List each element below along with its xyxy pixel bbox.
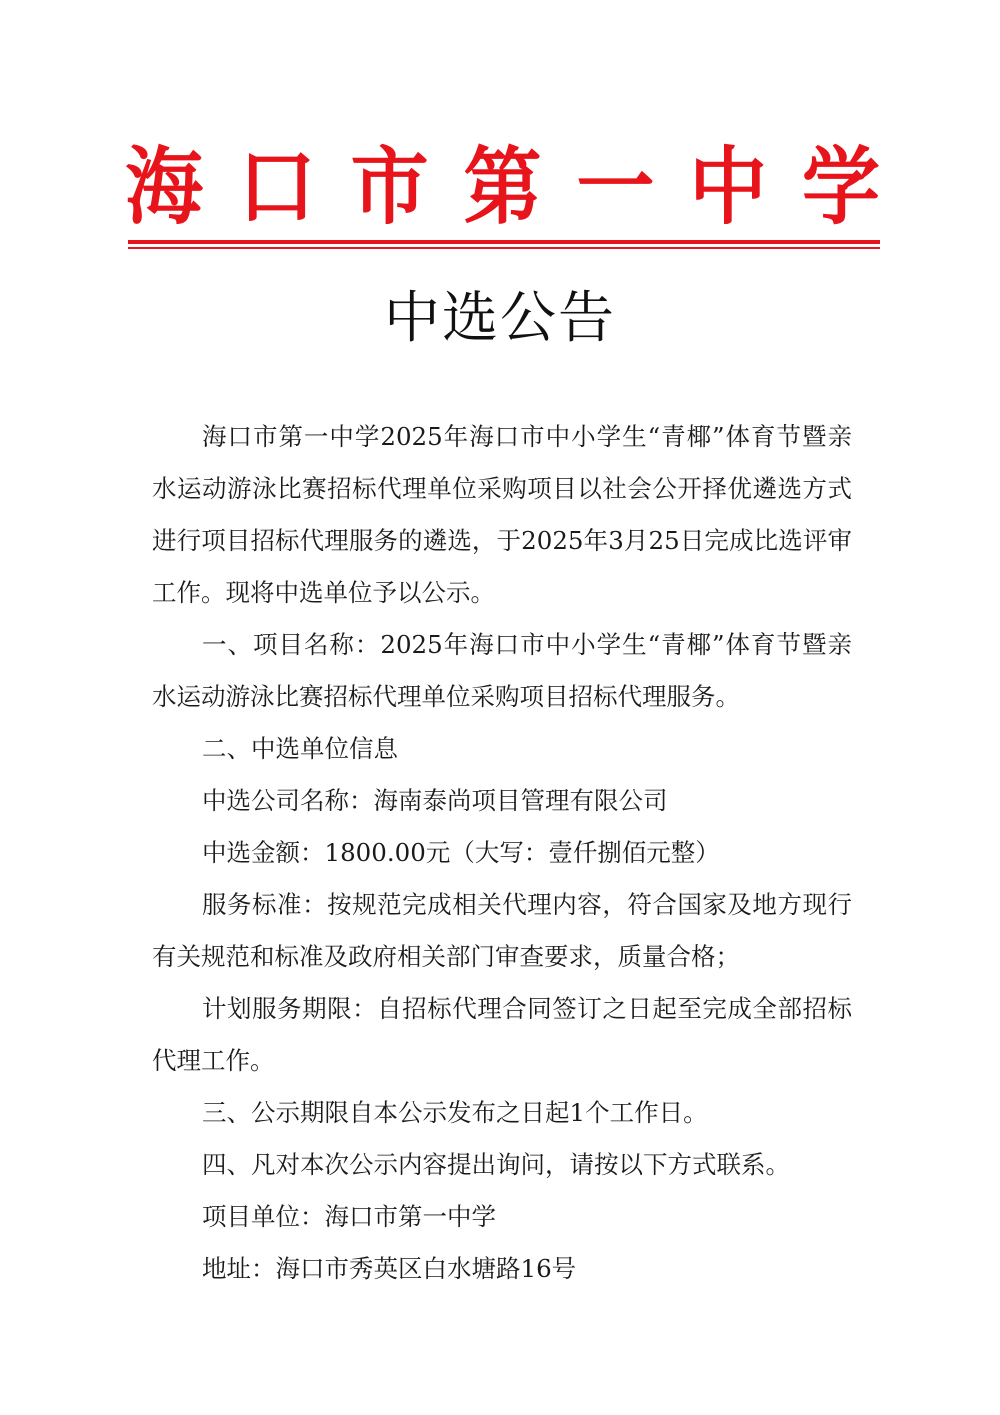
paragraph-project-name: 一、项目名称：2025年海口市中小学生“青椰”体育节暨亲水运动游泳比赛招标代理单位采购项目招标代理服务。 [152, 630, 852, 711]
masthead-char: 学 [801, 138, 880, 237]
paragraph-winner-company: 中选公司名称：海南泰尚项目管理有限公司 [202, 786, 668, 815]
masthead-divider-thick [128, 240, 880, 244]
paragraph-project-unit: 项目单位：海口市第一中学 [202, 1202, 496, 1231]
masthead-divider-thin [128, 247, 880, 249]
document-title: 中选公告 [384, 286, 616, 351]
paragraph-service-standard: 服务标准：按规范完成相关代理内容，符合国家及地方现行有关规范和标准及政府相关部门审查要求，质量合格； [152, 890, 852, 971]
paragraph-winning-amount: 中选金额：1800.00元（大写：壹仟捌佰元整） [202, 838, 720, 867]
paragraph-address: 地址：海口市秀英区白水塘路16号 [202, 1254, 577, 1283]
paragraph-publicity-period: 三、公示期限自本公示发布之日起1个工作日。 [202, 1098, 708, 1127]
document-body [152, 411, 852, 1295]
paragraph-section-winner-info: 二、中选单位信息 [202, 734, 398, 763]
masthead-char: 口 [237, 138, 316, 237]
masthead-school-name [125, 138, 880, 237]
paragraph-intro: 海口市第一中学2025年海口市中小学生“青椰”体育节暨亲水运动游泳比赛招标代理单位采购项目以社会公开择优遴选方式进行项目招标代理服务的遴选，于2025年3月25日完成比选评审工作。现将中选单位予以公示。 [152, 422, 852, 607]
masthead-char: 中 [689, 138, 768, 237]
masthead-char: 市 [350, 138, 429, 237]
masthead-char: 一 [576, 138, 655, 237]
paragraph-service-period: 计划服务期限：自招标代理合同签订之日起至完成全部招标代理工作。 [152, 994, 852, 1075]
masthead-char: 海 [125, 138, 204, 237]
paragraph-inquiry: 四、凡对本次公示内容提出询问，请按以下方式联系。 [202, 1150, 790, 1179]
masthead-char: 第 [463, 138, 542, 237]
